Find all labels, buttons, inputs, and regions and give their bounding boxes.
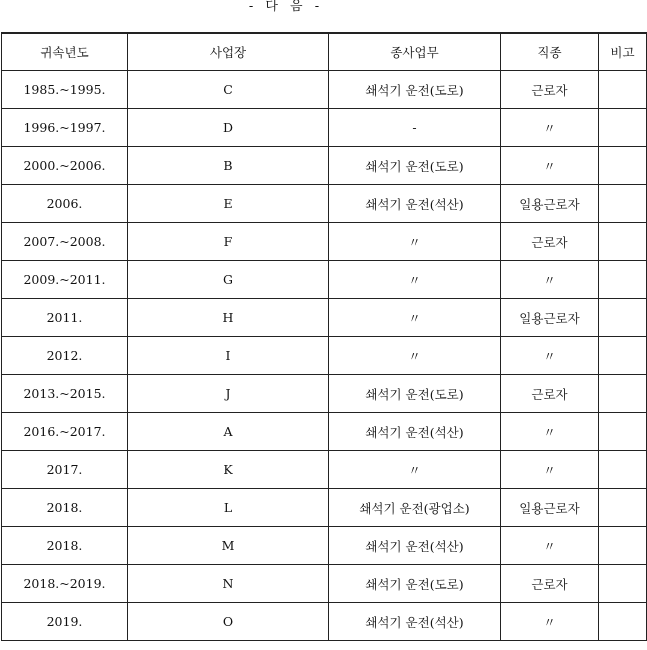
cell-job-type: 〃 xyxy=(501,451,599,489)
cell-remarks xyxy=(599,527,647,565)
cell-workplace: D xyxy=(128,109,329,147)
cell-remarks xyxy=(599,375,647,413)
header-duty: 종사업무 xyxy=(329,33,501,71)
cell-duty: 쇄석기 운전(도로) xyxy=(329,147,501,185)
cell-job-type: 근로자 xyxy=(501,223,599,261)
cell-remarks xyxy=(599,451,647,489)
cell-duty: 쇄석기 운전(도로) xyxy=(329,375,501,413)
table-body xyxy=(2,71,647,641)
cell-job-type: 〃 xyxy=(501,603,599,641)
cell-workplace: L xyxy=(128,489,329,527)
cell-job-type: 〃 xyxy=(501,527,599,565)
employment-history-table xyxy=(1,32,647,641)
cell-duty: 〃 xyxy=(329,261,501,299)
table-row xyxy=(2,375,647,413)
cell-year: 2019. xyxy=(2,603,128,641)
cell-remarks xyxy=(599,71,647,109)
cell-job-type: 근로자 xyxy=(501,375,599,413)
table-row xyxy=(2,261,647,299)
cell-year: 2016.~2017. xyxy=(2,413,128,451)
cell-remarks xyxy=(599,261,647,299)
cell-workplace: G xyxy=(128,261,329,299)
cell-year: 2017. xyxy=(2,451,128,489)
cell-duty: 〃 xyxy=(329,337,501,375)
cell-remarks xyxy=(599,565,647,603)
cell-remarks xyxy=(599,147,647,185)
cell-remarks xyxy=(599,413,647,451)
cell-remarks xyxy=(599,185,647,223)
cell-remarks xyxy=(599,299,647,337)
table-row xyxy=(2,109,647,147)
table-row xyxy=(2,147,647,185)
section-heading: - 다 음 - xyxy=(248,0,324,14)
header-job-type: 직종 xyxy=(501,33,599,71)
cell-remarks xyxy=(599,489,647,527)
cell-job-type: 〃 xyxy=(501,261,599,299)
cell-workplace: E xyxy=(128,185,329,223)
cell-workplace: A xyxy=(128,413,329,451)
cell-year: 2012. xyxy=(2,337,128,375)
cell-job-type: 〃 xyxy=(501,413,599,451)
cell-year: 2018. xyxy=(2,489,128,527)
cell-year: 2006. xyxy=(2,185,128,223)
table-row xyxy=(2,527,647,565)
cell-duty: 쇄석기 운전(광업소) xyxy=(329,489,501,527)
cell-workplace: I xyxy=(128,337,329,375)
cell-remarks xyxy=(599,223,647,261)
cell-year: 2000.~2006. xyxy=(2,147,128,185)
cell-duty: 쇄석기 운전(석산) xyxy=(329,603,501,641)
table-row xyxy=(2,223,647,261)
cell-job-type: 근로자 xyxy=(501,565,599,603)
cell-year: 1985.~1995. xyxy=(2,71,128,109)
cell-duty: 쇄석기 운전(도로) xyxy=(329,71,501,109)
cell-duty: 〃 xyxy=(329,451,501,489)
cell-year: 2018. xyxy=(2,527,128,565)
cell-job-type: 일용근로자 xyxy=(501,299,599,337)
cell-remarks xyxy=(599,109,647,147)
cell-duty: 〃 xyxy=(329,223,501,261)
cell-workplace: C xyxy=(128,71,329,109)
cell-duty: - xyxy=(329,109,501,147)
cell-job-type: 〃 xyxy=(501,337,599,375)
table-row xyxy=(2,337,647,375)
header-remarks: 비고 xyxy=(599,33,647,71)
cell-workplace: O xyxy=(128,603,329,641)
header-row xyxy=(2,33,647,71)
cell-year: 2009.~2011. xyxy=(2,261,128,299)
cell-year: 2007.~2008. xyxy=(2,223,128,261)
cell-duty: 쇄석기 운전(도로) xyxy=(329,565,501,603)
table-row xyxy=(2,299,647,337)
cell-duty: 〃 xyxy=(329,299,501,337)
cell-year: 2011. xyxy=(2,299,128,337)
cell-duty: 쇄석기 운전(석산) xyxy=(329,185,501,223)
cell-job-type: 근로자 xyxy=(501,71,599,109)
table-row xyxy=(2,565,647,603)
header-year: 귀속년도 xyxy=(2,33,128,71)
cell-job-type: 〃 xyxy=(501,147,599,185)
table-row xyxy=(2,489,647,527)
cell-workplace: N xyxy=(128,565,329,603)
cell-job-type: 일용근로자 xyxy=(501,185,599,223)
cell-year: 2013.~2015. xyxy=(2,375,128,413)
cell-remarks xyxy=(599,603,647,641)
table-row xyxy=(2,413,647,451)
cell-year: 2018.~2019. xyxy=(2,565,128,603)
table-header xyxy=(2,33,647,71)
table-row xyxy=(2,603,647,641)
cell-year: 1996.~1997. xyxy=(2,109,128,147)
table-row xyxy=(2,185,647,223)
cell-job-type: 일용근로자 xyxy=(501,489,599,527)
cell-workplace: H xyxy=(128,299,329,337)
cell-workplace: K xyxy=(128,451,329,489)
cell-job-type: 〃 xyxy=(501,109,599,147)
cell-workplace: J xyxy=(128,375,329,413)
table-row xyxy=(2,451,647,489)
cell-duty: 쇄석기 운전(석산) xyxy=(329,527,501,565)
cell-duty: 쇄석기 운전(석산) xyxy=(329,413,501,451)
cell-workplace: B xyxy=(128,147,329,185)
cell-workplace: M xyxy=(128,527,329,565)
cell-remarks xyxy=(599,337,647,375)
table-row xyxy=(2,71,647,109)
cell-workplace: F xyxy=(128,223,329,261)
header-workplace: 사업장 xyxy=(128,33,329,71)
